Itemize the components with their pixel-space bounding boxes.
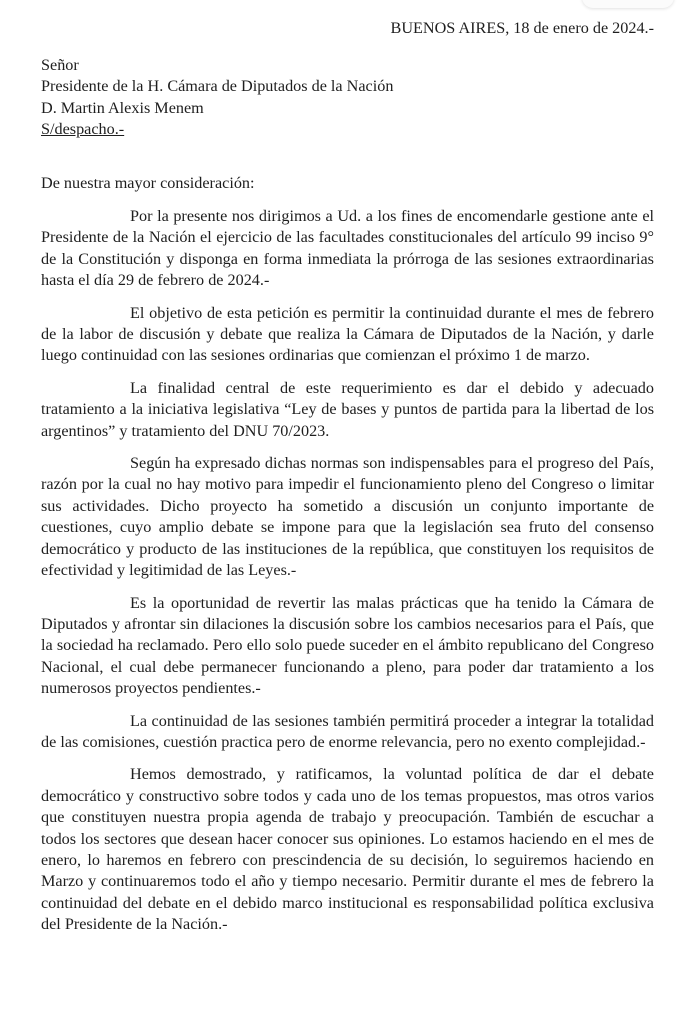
body-paragraph: La continuidad de las sesiones también permitirá proceder a integrar la totalidad de las comisiones, cuestión practica pero de enorme relevancia, pero no exento complejidad.- [41,711,654,751]
letter-date: BUENOS AIRES, 18 de enero de 2024.- [390,19,654,37]
body-paragraph: El objetivo de esta petición es permitir la continuidad durante el mes de febrero de la labor de discusión y debate que realiza la Cámara de Diputados de la Nación, y darle luego continuidad con las sesiones ordinarias que comienzan el próximo 1 de marzo. [41,303,654,365]
recipient-name: D. Martin Alexis Menem [41,98,204,117]
recipient-title: Presidente de la H. Cámara de Diputados de la Nación [41,77,394,96]
body-paragraph: La finalidad central de este requerimiento es dar el debido y adecuado tratamiento a la iniciativa legislativa “Ley de bases y puntos de partida para la libertad de los argentinos” y tratamiento del DNU 70/2023. [41,378,654,440]
body-paragraph: Hemos demostrado, y ratificamos, la voluntad política de dar el debate democrático y constructivo sobre todos y cada uno de los temas propuestos, mas otros varios que constituyen nuestra propia agenda de trabajo y preocupación. También de escuchar a todos los sectores que desean hacer conocer sus opiniones. Lo estamos haciendo en el mes de enero, lo haremos en febrero con prescindencia de su decisión, lo seguiremos haciendo en Marzo y continuaremos todo el año y tiempo necesario. Permitir durante el mes de febrero la continuidad del debate en el debido marco institucional es responsabilidad política exclusiva del Presidente de la Nación.- [41,765,654,934]
body-paragraph: Es la oportunidad de revertir las malas prácticas que ha tenido la Cámara de Diputados y afrontar sin dilaciones la discusión sobre los cambios necesarios para el País, que la sociedad ha reclamado. Pero ello solo puede suceder en el ámbito republicano del Congreso Nacional, el cual debe permanecer funcionando a pleno, para poder dar tratamiento a los numerosos proyectos pendientes.- [41,593,654,698]
letter-body [41,206,654,947]
recipient-salutation: Señor [41,56,79,74]
recipient-dispatch: S/despacho.- [41,119,125,138]
body-paragraph: Por la presente nos dirigimos a Ud. a los fines de encomendarle gestione ante el Presidente de la Nación el ejercicio de las facultades constitucionales del artículo 99 inciso 9° de la Constitución y disponga en forma inmediata la prórroga de las sesiones extraordinarias hasta el día 29 de febrero de 2024.- [41,207,654,290]
recipient-block [41,55,393,140]
viewer-overlay-pill [582,0,674,8]
body-paragraph: Según ha expresado dichas normas son indispensables para el progreso del País, razón por la cual no hay motivo para impedir el funcionamiento pleno del Congreso o limitar sus actividades. Dicho proyecto ha sometido a discusión un conjunto importante de cuestiones, cuyo amplio debate se impone para que la legislación sea fruto del consenso democrático y producto de las instituciones de la república, que constituyen los requisitos de efectividad y legitimidad de las Leyes.- [41,454,654,580]
letter-greeting: De nuestra mayor consideración: [41,174,255,192]
